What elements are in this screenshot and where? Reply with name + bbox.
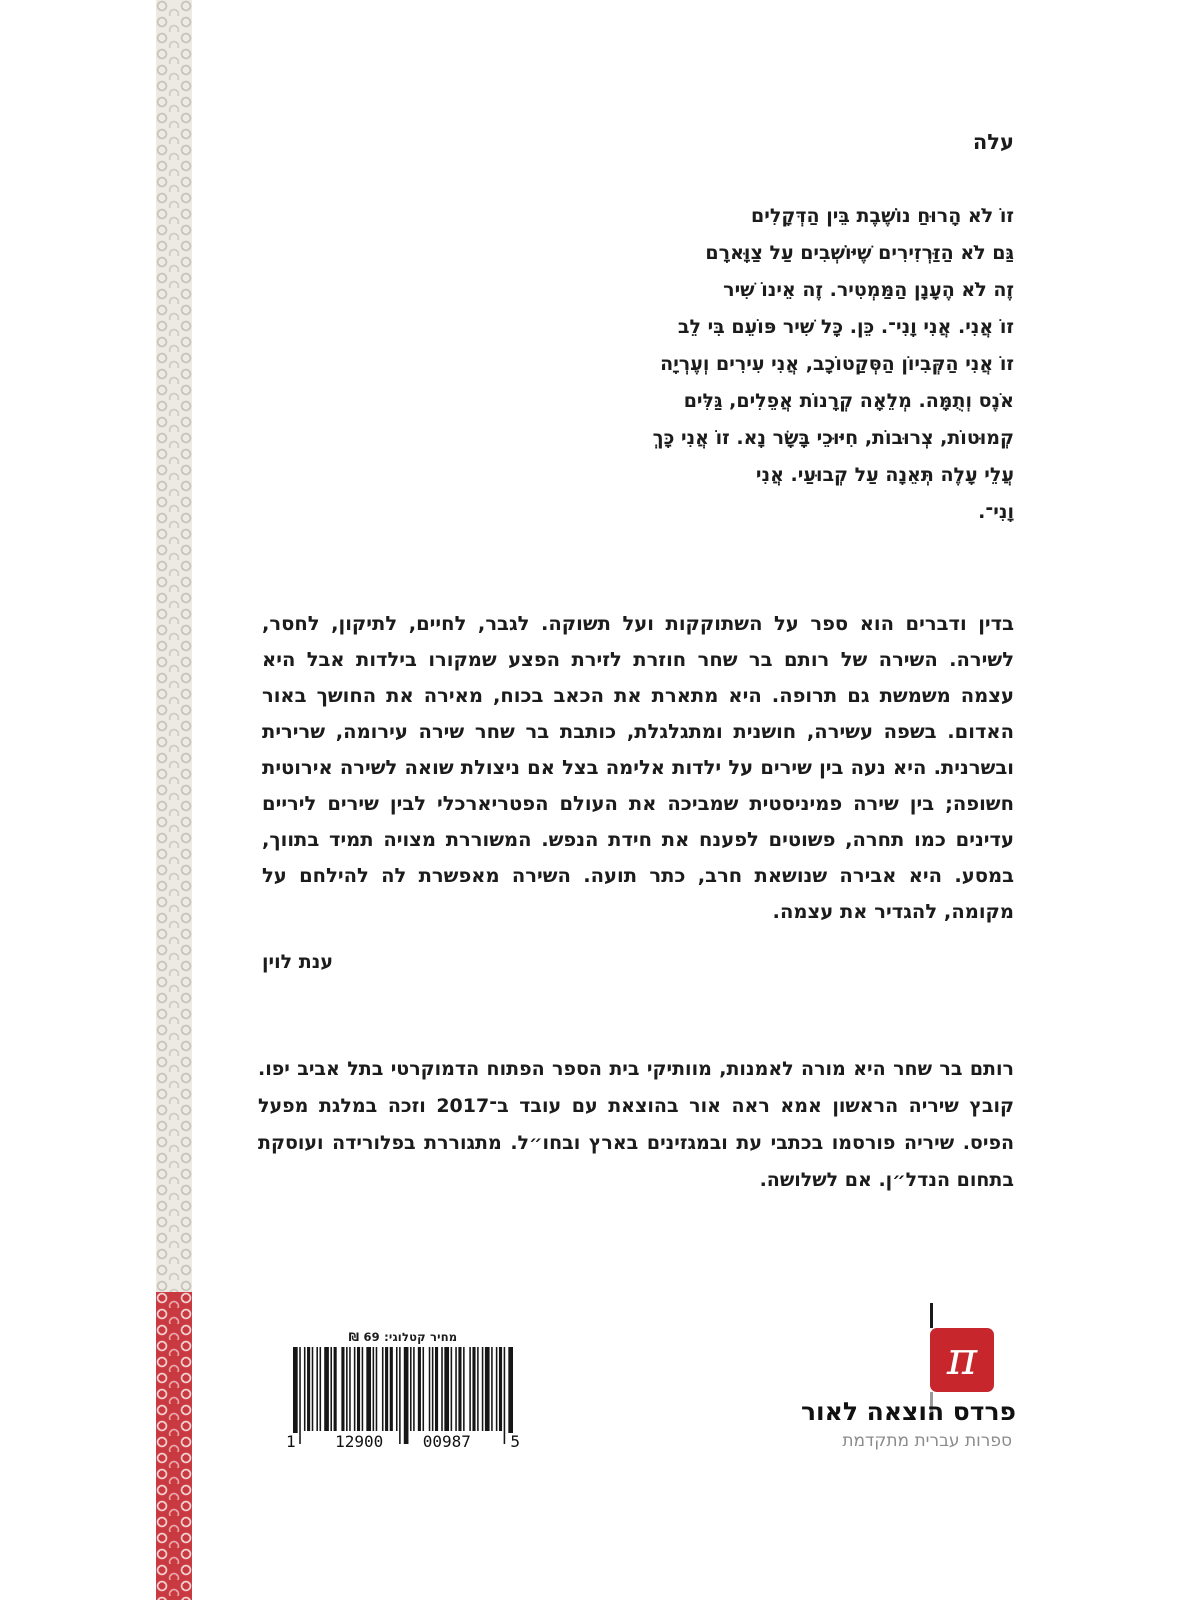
poem-line: זוֹ לֹא הָרוּחַ נוֹשֶׁבֶת בֵּין הַדְּקָלִים	[751, 205, 1014, 227]
poem-line: זוֹ אֲנִי הַקְּבִיוֹן הַסְּקַטוֹכָב, אֲנִי עִירִים וְעֶרְיָה	[660, 353, 1014, 375]
publisher-logo	[930, 1328, 994, 1392]
poem-line: גַּם לֹא הַזַּרְזִירִים שֶׁיּוֹשְׁבִים עַל צַוָּארָם	[705, 242, 1014, 264]
pi-icon: π	[946, 1331, 978, 1385]
poem-line: וָנִי־.	[978, 501, 1014, 523]
poem-line: אֹנֶס וְתֻמָּה. מְלֵאָה קְרָנוֹת אֲפֵלִים, גַּלִּים	[683, 390, 1014, 412]
barcode-image	[293, 1347, 513, 1447]
pattern-strip-light	[156, 0, 192, 1292]
author-bio-paragraph: רותם בר שחר היא מורה לאמנות, מוותיקי בית הספר הפתוח הדמוקרטי בתל אביב יפו. קובץ שיריה הראשון אמא ראה אור בהוצאת עם עובד ב־2017 וזכה במלגת מפעל הפיס. שיריה פורסמו בכתבי עת ובמגזינים בארץ ובחו״ל. מתגוררת בפלורידה ועוסקת בתחום הנדל״ן. אם לשלושה.	[258, 1058, 1014, 1191]
poem-title: עלה	[972, 130, 1014, 154]
barcode-group-left: 12900	[335, 1432, 384, 1451]
logo-tick-top	[930, 1303, 933, 1328]
poem-line: זוֹ אֲנִי. אֲנִי וָנִי־. כֵּן. כָּל שִׁיר פּוֹעֵם בִּי לֵב	[677, 316, 1014, 338]
publisher-tagline: ספרות עברית מתקדמת	[842, 1431, 1012, 1451]
publisher-name: פרדס הוצאה לאור	[800, 1397, 1016, 1426]
barcode-digits	[284, 1433, 522, 1451]
poem-line: עֲלֵי עָלֶה תְּאֵנָה עַל קְבוּעַי. אֲנִי	[755, 464, 1014, 486]
poem-line: זֶה לֹא הֶעָנָן הַמַּמְטִיר. זֶה אֵינוֹ שִׁיר	[723, 279, 1014, 301]
publisher-block	[764, 1303, 1016, 1455]
barcode-group-right: 00987	[422, 1432, 471, 1451]
barcode-digit-end: 5	[510, 1432, 520, 1451]
poem-text	[653, 198, 1014, 531]
price-label: מחיר קטלוגי: 69 ₪	[348, 1330, 458, 1344]
review-paragraph: בדין ודברים הוא ספר על השתוקקות ועל תשוקה. לגבר, לחיים, לתיקון, לחסר, לשירה. השירה של רותם בר שחר חוזרת לזירת הפצע שמקורו בילדות אבל היא עצמה משמשת גם תרופה. היא מתארת את הכאב בכוח, מאירה את החושך באור האדום. בשפה עשירה, חושנית ומתגלגלת, כותבת בר שחר שירה עירומה, שרירית ובשרנית. היא נעה בין שירים על ילדות אלימה בצל אם ניצולת שואה לשירה אירוטית חשופה; בין שירה פמיניסטית שמביכה את העולם הפטריארכלי לבין שירים ליריים עדינים כמו תחרה, פשוטים לפענח את חידת הנפש. המשוררת מצויה תמיד בתווך, במסע. היא אבירה שנושאת חרב, כתר תועה. השירה מאפשרת לה להילחם על מקומה, להגדיר את עצמה.	[262, 612, 1014, 923]
barcode-digit-lead: 1	[286, 1432, 296, 1451]
pattern-strip-red	[156, 1292, 192, 1600]
reviewer-signature: ענת לוין	[262, 951, 333, 973]
side-pattern-strip	[156, 0, 192, 1600]
barcode-block	[284, 1330, 522, 1451]
poem-line: קְמוּטוֹת, צְרוּבוֹת, חִיּוּכֵי בָּשָׂר נָא. זוֹ אֲנִי כָּךְ	[652, 427, 1014, 449]
